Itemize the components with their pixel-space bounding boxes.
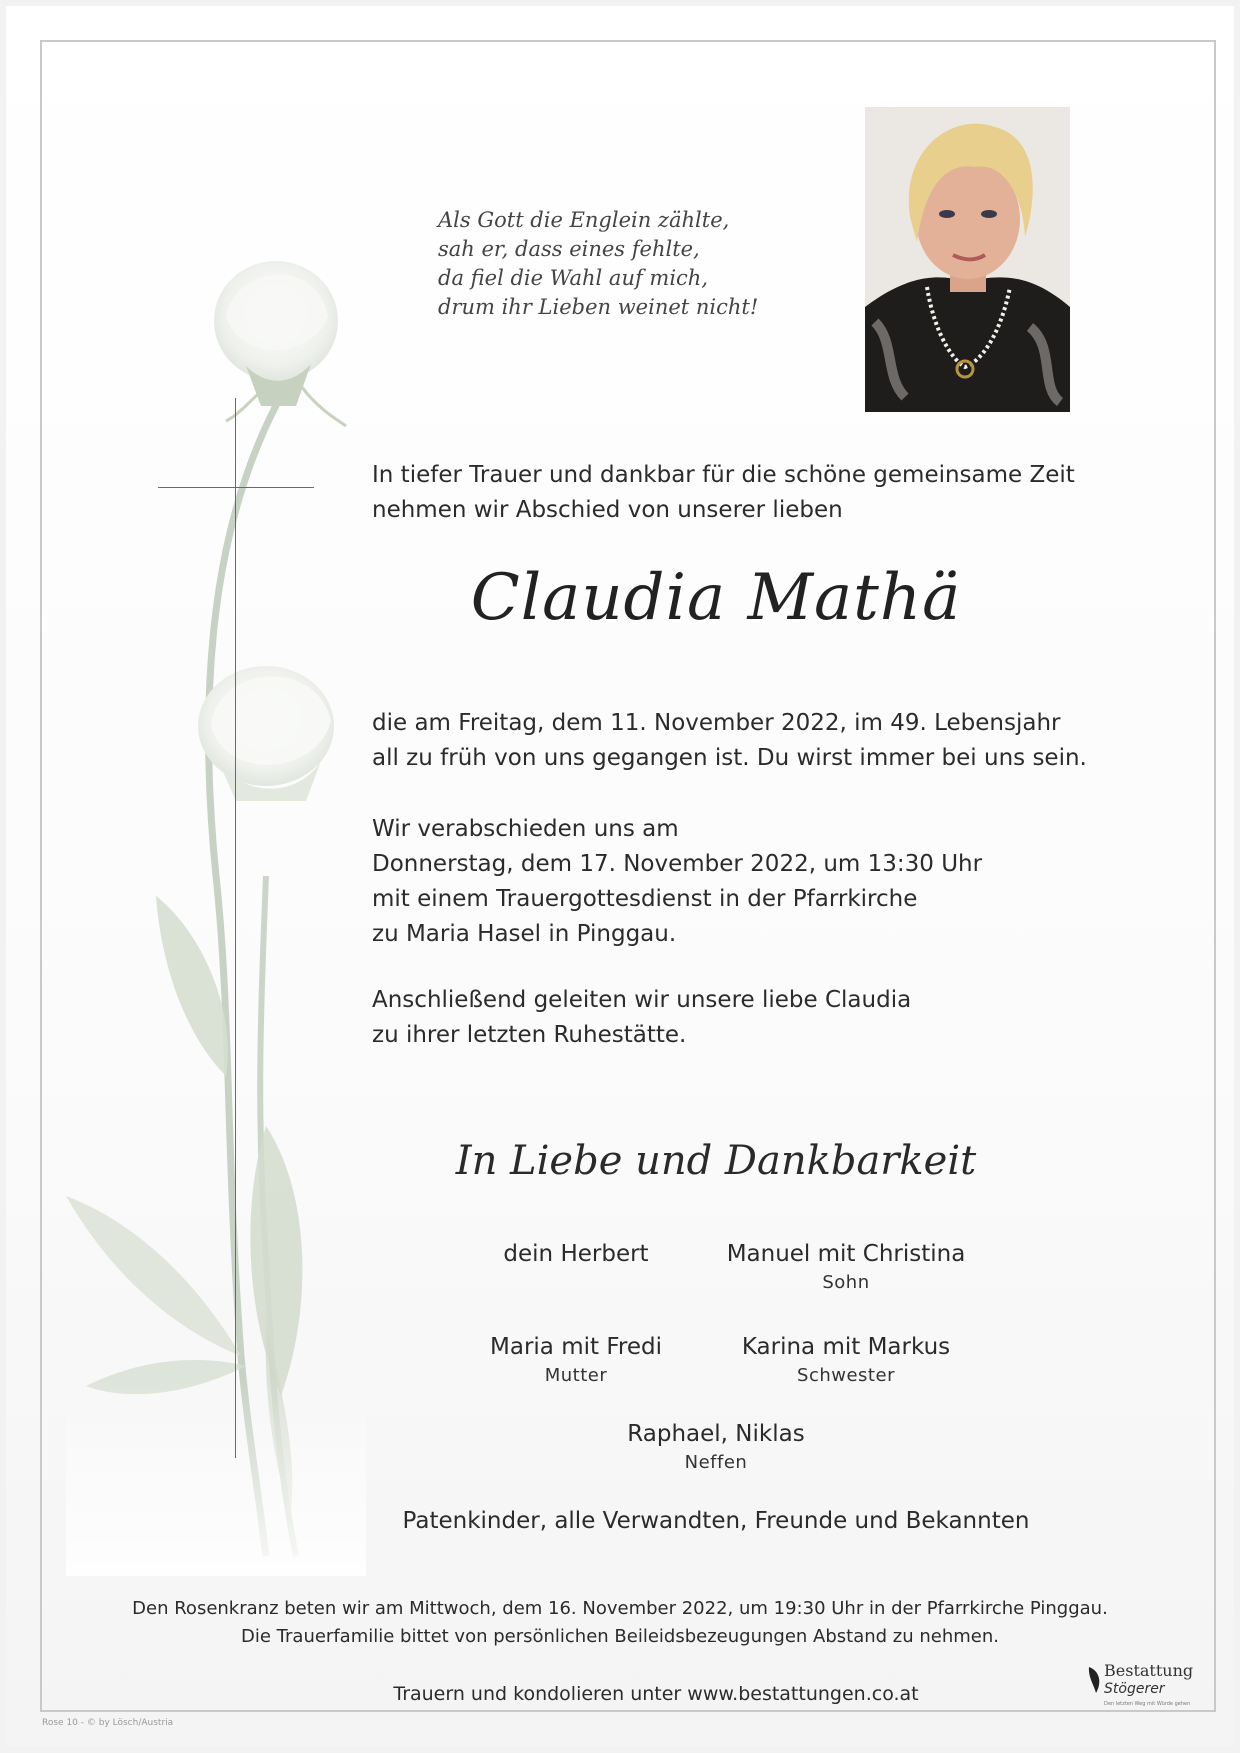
others-line (346, 1506, 1086, 1536)
family-name: Manuel mit Christina (726, 1241, 966, 1267)
cross-bar (158, 487, 314, 488)
poem-line: da fiel die Wahl auf mich, (438, 266, 709, 290)
image-credit: Rose 10 - © by Lösch/Austria (42, 1718, 174, 1728)
logo-tagline: Den letzten Weg mit Würde gehen (1104, 1701, 1191, 1707)
funeral-line: Wir verabschieden uns am (372, 816, 679, 842)
family-member (446, 1332, 706, 1390)
death-notice (372, 706, 1087, 776)
condolence-link[interactable]: Trauern und kondolieren unter www.bestattungen.co.at (393, 1683, 919, 1705)
family-member (446, 1239, 706, 1269)
family-relation: Neffen (684, 1452, 748, 1473)
burial-line: zu ihrer letzten Ruhestätte. (372, 1022, 687, 1048)
feather-logo-icon (1086, 1665, 1104, 1695)
intro-line: nehmen wir Abschied von unserer lieben (372, 497, 843, 523)
funeral-line: mit einem Trauergottesdienst in der Pfarrkirche (372, 886, 918, 912)
funeral-home-logo (1086, 1661, 1196, 1713)
condolence-request: Die Trauerfamilie bittet von persönlichen Beileidsbezeugungen Abstand zu nehmen. (241, 1626, 999, 1647)
family-member (566, 1419, 866, 1477)
burial-line: Anschließend geleiten wir unsere liebe Claudia (372, 987, 912, 1013)
family-relation: Schwester (797, 1365, 895, 1386)
dedication-heading: In Liebe und Dankbarkeit (455, 1138, 977, 1184)
funeral-line: Donnerstag, dem 17. November 2022, um 13:30 Uhr (372, 851, 983, 877)
family-name: Raphael, Niklas (627, 1421, 805, 1447)
family-relation: Mutter (544, 1365, 608, 1386)
poem-line: drum ihr Lieben weinet nicht! (438, 295, 759, 319)
poem-line: Als Gott die Englein zählte, (438, 208, 730, 232)
logo-line2: Stögerer (1104, 1681, 1165, 1697)
intro-line: In tiefer Trauer und dankbar für die schöne gemeinsame Zeit (372, 462, 1075, 488)
portrait-photo (865, 107, 1070, 412)
family-relation: Sohn (822, 1272, 870, 1293)
funeral-info (372, 812, 982, 952)
death-line: die am Freitag, dem 11. November 2022, im 49. Lebensjahr (372, 710, 1061, 736)
logo-line1: Bestattung (1104, 1661, 1194, 1680)
rosary-notice: Den Rosenkranz beten wir am Mittwoch, dem 16. November 2022, um 19:30 Uhr in der Pfarrkirche Pinggau. (132, 1598, 1108, 1619)
family-name: Maria mit Fredi (490, 1334, 662, 1360)
death-line: all zu früh von uns gegangen ist. Du wirst immer bei uns sein. (372, 745, 1087, 771)
deceased-name: Claudia Mathä (470, 561, 962, 635)
funeral-line: zu Maria Hasel in Pinggau. (372, 921, 677, 947)
poem-line: sah er, dass eines fehlte, (438, 237, 700, 261)
family-name: Karina mit Markus (741, 1334, 951, 1360)
poem (438, 206, 798, 322)
others-text: Patenkinder, alle Verwandten, Freunde und Bekannten (402, 1508, 1030, 1534)
family-member (706, 1332, 986, 1390)
family-name: dein Herbert (503, 1241, 649, 1267)
burial-info (372, 983, 911, 1053)
cross-icon (235, 398, 236, 1458)
family-member (706, 1239, 986, 1297)
intro-text (372, 458, 1075, 528)
white-rose-image (66, 256, 366, 1576)
parte-sheet (6, 6, 1234, 1746)
